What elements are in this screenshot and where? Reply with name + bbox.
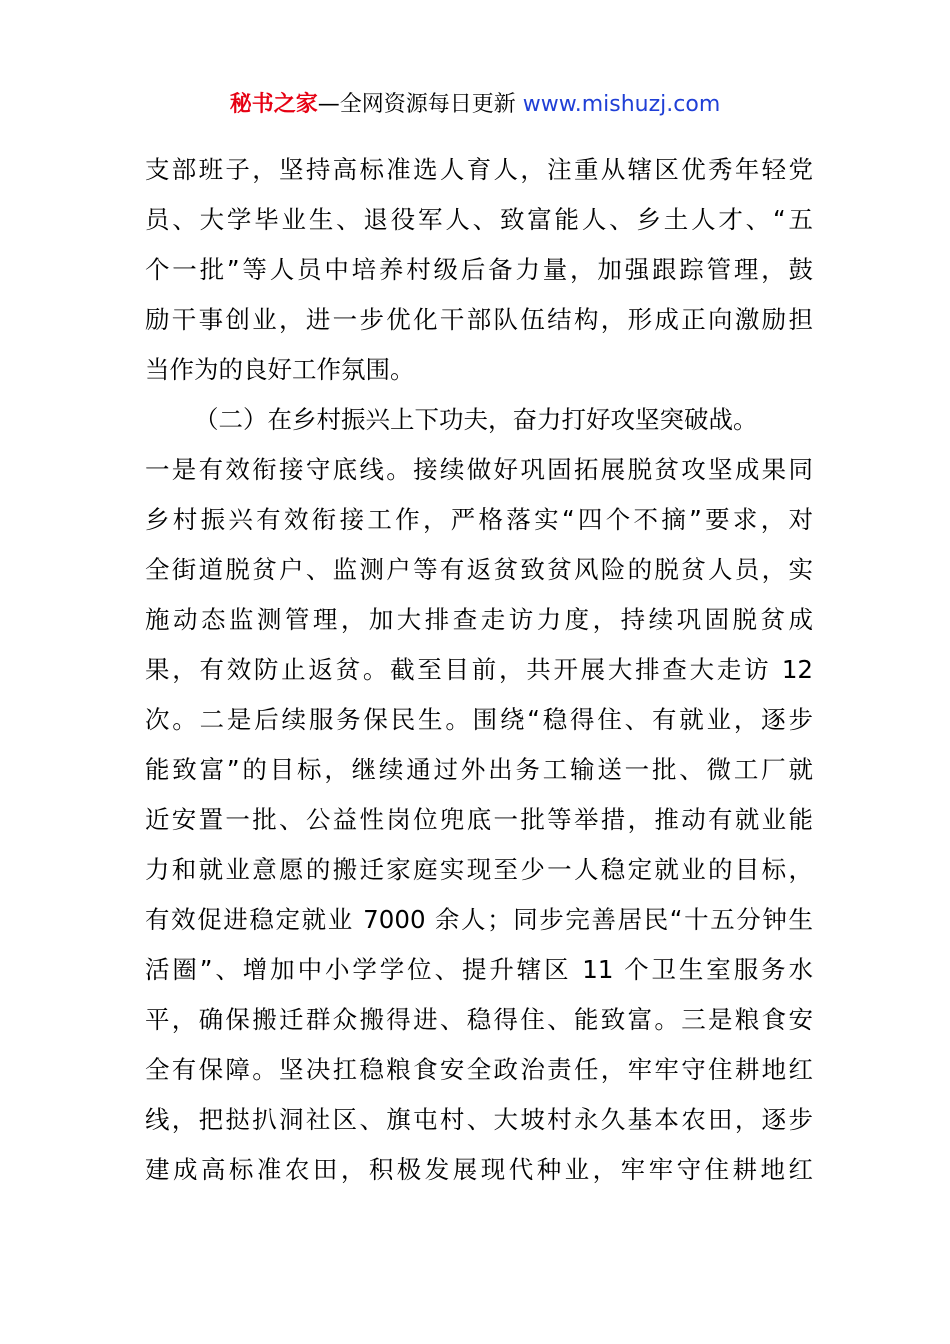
text-line: 力和就业意愿的搬迁家庭实现至少一人稳定就业的目标， — [145, 855, 813, 884]
text-line: 能致富”的目标，继续通过外出务工输送一批、微工厂就 — [145, 755, 813, 784]
brand-name: 秘书之家 — [229, 92, 318, 117]
text-line: 个一批”等人员中培养村级后备力量，加强跟踪管理，鼓 — [145, 255, 813, 284]
text-line: 施动态监测管理，加大排查走访力度，持续巩固脱贫成 — [145, 605, 813, 634]
section-heading: （二）在乡村振兴上下功夫，奋力打好攻坚突破战。 — [194, 405, 758, 434]
text-line: 建成高标准农田，积极发展现代种业，牢牢守住耕地红 — [145, 1155, 813, 1184]
text-line: 有效促进稳定就业 7000 余人；同步完善居民“十五分钟生 — [145, 905, 813, 934]
text-line: 支部班子，坚持高标准选人育人，注重从辖区优秀年轻党 — [145, 155, 813, 184]
text-line: 活圈”、增加中小学学位、提升辖区 11 个卫生室服务水 — [145, 955, 813, 984]
text-line: 近安置一批、公益性岗位兜底一批等举措，推动有就业能 — [145, 805, 813, 834]
text-line: 果，有效防止返贫。截至目前，共开展大排查大走访 12 — [145, 655, 813, 684]
text-line: 平，确保搬迁群众搬得进、稳得住、能致富。三是粮食安 — [145, 1005, 813, 1034]
paragraph-end-line: 当作为的良好工作氛围。 — [145, 355, 415, 384]
text-line: 全街道脱贫户、监测户等有返贫致贫风险的脱贫人员，实 — [145, 555, 813, 584]
header-tagline: —全网资源每日更新 — [317, 92, 516, 117]
text-line: 一是有效衔接守底线。接续做好巩固拓展脱贫攻坚成果同 — [145, 455, 813, 484]
text-line: 线，把挞扒洞社区、旗屯村、大坡村永久基本农田，逐步 — [145, 1105, 813, 1134]
text-line: 员、大学毕业生、退役军人、致富能人、乡土人才、“五 — [145, 205, 813, 234]
text-line: 次。二是后续服务保民生。围绕“稳得住、有就业，逐步 — [145, 705, 813, 734]
website-url[interactable]: www.mishuzj.com — [515, 92, 721, 117]
text-line: 励干事创业，进一步优化干部队伍结构，形成正向激励担 — [145, 305, 813, 334]
document-body — [145, 145, 813, 1195]
text-line: 全有保障。坚决扛稳粮食安全政治责任，牢牢守住耕地红 — [145, 1055, 813, 1084]
page-header — [0, 88, 950, 122]
text-line: 乡村振兴有效衔接工作，严格落实“四个不摘”要求，对 — [145, 505, 813, 534]
